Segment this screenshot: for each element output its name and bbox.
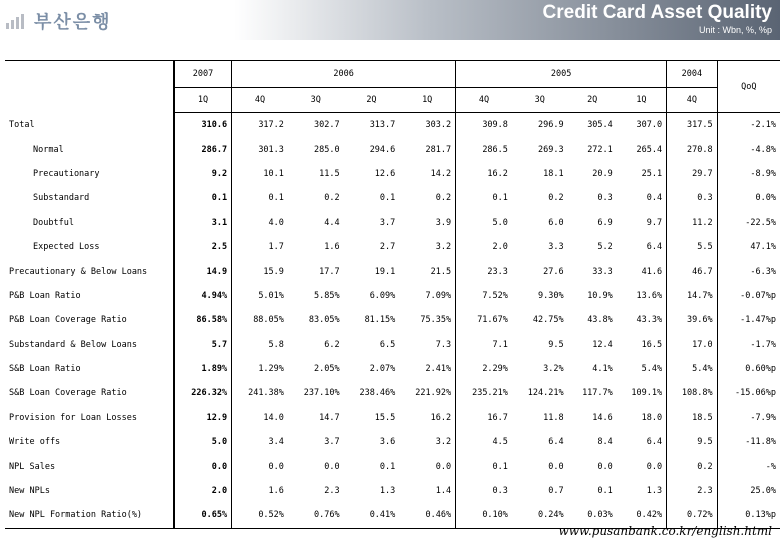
qoq-cell: -%	[717, 454, 780, 478]
qoq-cell: -6.3%	[717, 259, 780, 283]
value-cell: 6.09%	[369, 290, 396, 301]
value-cell: 1.3	[646, 486, 663, 497]
value-cell: 313.7	[369, 120, 396, 131]
bank-logo	[6, 8, 112, 34]
value-cell: 285.0	[314, 144, 340, 155]
quarter-header: 1Q	[399, 88, 455, 113]
value-cell: 2.3	[667, 479, 717, 503]
value-cell: 1.29%	[232, 357, 288, 381]
value-cell: 0.0	[548, 461, 564, 472]
value-cell: 43.3%	[636, 315, 663, 326]
row-label: S&B Loan Coverage Ratio	[9, 388, 127, 399]
value-cell: 221.92%	[415, 388, 452, 399]
qoq-cell: 25.0%	[717, 479, 780, 503]
table-body	[5, 113, 780, 529]
value-cell: 15.9	[232, 259, 288, 283]
value-cell: 11.2	[667, 211, 717, 235]
row-label: P&B Loan Coverage Ratio	[9, 315, 127, 326]
value-cell: 317.5	[667, 113, 717, 138]
table-row	[5, 137, 780, 161]
value-cell: 309.8	[456, 113, 512, 138]
quarter-header: 4Q	[456, 88, 512, 113]
quarter-header: 1Q	[617, 88, 667, 113]
table-row	[5, 454, 780, 478]
qoq-cell: -15.06%p	[717, 381, 780, 405]
value-cell: 1.3	[379, 486, 396, 497]
value-cell: 16.2	[430, 412, 452, 423]
value-cell: 0.2	[435, 193, 452, 204]
value-cell: 0.7	[548, 486, 564, 497]
value-cell: 2.29%	[456, 357, 512, 381]
value-cell: 109.1%	[631, 388, 663, 399]
qoq-cell: -1.47%p	[717, 308, 780, 332]
quarter-header: 2Q	[344, 88, 400, 113]
quarter-header: 3Q	[512, 88, 568, 113]
value-cell: 0.0	[597, 461, 613, 472]
value-cell: 5.01%	[232, 284, 288, 308]
value-cell: 16.7	[456, 406, 512, 430]
value-cell: 3.6	[379, 437, 396, 448]
value-cell: 286.7	[174, 137, 232, 161]
value-cell: 6.4	[646, 242, 663, 253]
value-cell: 0.72%	[667, 503, 717, 528]
value-cell: 86.58%	[174, 308, 232, 332]
value-cell: 4.4	[324, 217, 340, 228]
value-cell: 6.9	[597, 217, 613, 228]
value-cell: 12.4	[592, 339, 613, 350]
row-label: P&B Loan Ratio	[9, 290, 81, 301]
value-cell: 5.7	[174, 333, 232, 357]
row-label: Doubtful	[33, 217, 74, 228]
row-label: Substandard	[33, 193, 90, 204]
value-cell: 5.85%	[314, 290, 340, 301]
value-cell: 3.9	[435, 217, 452, 228]
value-cell: 6.0	[548, 217, 564, 228]
value-cell: 0.0	[232, 454, 288, 478]
value-cell: 0.03%	[568, 503, 617, 528]
value-cell: 2.05%	[314, 364, 340, 375]
table-row	[5, 235, 780, 259]
value-cell: 265.4	[636, 144, 663, 155]
value-cell: 0.0	[646, 461, 663, 472]
value-cell: 41.6	[641, 266, 663, 277]
value-cell: 0.52%	[232, 503, 288, 528]
value-cell: 0.1	[379, 461, 396, 472]
value-cell: 0.3	[597, 193, 613, 204]
value-cell: 2.07%	[369, 364, 396, 375]
value-cell: 14.7	[319, 412, 340, 423]
value-cell: 0.1	[597, 486, 613, 497]
value-cell: 0.0	[435, 461, 452, 472]
value-cell: 6.4	[548, 437, 564, 448]
value-cell: 18.1	[543, 168, 564, 179]
value-cell: 0.65%	[174, 503, 232, 528]
value-cell: 2.0	[174, 479, 232, 503]
value-cell: 2.5	[174, 235, 232, 259]
row-label: S&B Loan Ratio	[9, 364, 81, 375]
value-cell: 0.0	[324, 461, 340, 472]
value-cell: 4.94%	[174, 284, 232, 308]
value-cell: 4.1%	[592, 364, 613, 375]
footer-url: www.pusanbank.co.kr/english.html	[558, 524, 772, 538]
value-cell: 117.7%	[582, 388, 613, 399]
value-cell: 6.5	[379, 339, 396, 350]
value-cell: 14.0	[232, 406, 288, 430]
value-cell: 81.15%	[364, 315, 396, 326]
value-cell: 5.8	[232, 333, 288, 357]
value-cell: 2.41%	[425, 364, 452, 375]
value-cell: 0.1	[456, 186, 512, 210]
row-label: Total	[9, 119, 35, 130]
quarter-header: 4Q	[667, 88, 717, 113]
value-cell: 270.8	[667, 137, 717, 161]
value-cell: 10.9%	[587, 290, 613, 301]
year-header-row	[5, 61, 780, 88]
value-cell: 238.46%	[359, 388, 396, 399]
value-cell: 20.9	[592, 168, 613, 179]
value-cell: 1.4	[435, 486, 452, 497]
value-cell: 0.10%	[456, 503, 512, 528]
value-cell: 83.05%	[308, 315, 340, 326]
label-header	[5, 61, 174, 113]
year-2004: 2004	[667, 61, 717, 88]
value-cell: 226.32%	[174, 381, 232, 405]
row-label: Substandard & Below Loans	[9, 339, 137, 350]
value-cell: 108.8%	[667, 381, 717, 405]
value-cell: 25.1	[641, 168, 663, 179]
qoq-cell: 0.60%p	[717, 357, 780, 381]
value-cell: 305.4	[587, 120, 613, 131]
value-cell: 1.6	[324, 242, 340, 253]
value-cell: 7.09%	[425, 290, 452, 301]
logo-text: 부산은행	[34, 12, 112, 33]
value-cell: 14.2	[430, 168, 452, 179]
table-row	[5, 333, 780, 357]
value-cell: 0.1	[232, 186, 288, 210]
value-cell: 3.1	[174, 211, 232, 235]
value-cell: 17.7	[319, 266, 340, 277]
value-cell: 0.2	[667, 454, 717, 478]
value-cell: 281.7	[425, 144, 452, 155]
value-cell: 0.2	[324, 193, 340, 204]
qoq-cell: -4.8%	[717, 137, 780, 161]
table-row	[5, 357, 780, 381]
value-cell: 4.5	[456, 430, 512, 454]
value-cell: 5.4%	[641, 364, 663, 375]
value-cell: 302.7	[314, 120, 340, 131]
table-row	[5, 308, 780, 332]
qoq-cell: -2.1%	[717, 113, 780, 138]
value-cell: 0.1	[379, 193, 396, 204]
quarter-header: 3Q	[288, 88, 344, 113]
value-cell: 14.6	[592, 412, 613, 423]
value-cell: 3.2	[435, 242, 452, 253]
row-label: Normal	[33, 144, 64, 155]
value-cell: 3.2	[435, 437, 452, 448]
value-cell: 17.0	[667, 333, 717, 357]
value-cell: 42.75%	[532, 315, 564, 326]
value-cell: 11.5	[319, 168, 340, 179]
value-cell: 14.7%	[667, 284, 717, 308]
value-cell: 43.8%	[587, 315, 613, 326]
value-cell: 46.7	[667, 259, 717, 283]
value-cell: 2.7	[379, 242, 396, 253]
value-cell: 23.3	[456, 259, 512, 283]
value-cell: 3.3	[548, 242, 564, 253]
row-label: Precautionary	[33, 168, 100, 179]
quarter-header: 4Q	[232, 88, 288, 113]
value-cell: 301.3	[232, 137, 288, 161]
value-cell: 303.2	[425, 120, 452, 131]
value-cell: 29.7	[667, 162, 717, 186]
value-cell: 3.7	[324, 437, 340, 448]
value-cell: 1.6	[232, 479, 288, 503]
value-cell: 5.5	[667, 235, 717, 259]
table-row	[5, 381, 780, 405]
year-2005: 2005	[456, 61, 667, 88]
value-cell: 1.89%	[174, 357, 232, 381]
quarter-header: 2Q	[568, 88, 617, 113]
year-2006: 2006	[232, 61, 456, 88]
value-cell: 0.41%	[344, 503, 400, 528]
value-cell: 0.1	[174, 186, 232, 210]
value-cell: 286.5	[456, 137, 512, 161]
value-cell: 13.6%	[636, 290, 663, 301]
quarter-header: 1Q	[174, 88, 232, 113]
value-cell: 15.5	[374, 412, 396, 423]
value-cell: 1.7	[232, 235, 288, 259]
table-row	[5, 113, 780, 138]
table-row	[5, 211, 780, 235]
value-cell: 5.2	[597, 242, 613, 253]
value-cell: 3.4	[232, 430, 288, 454]
value-cell: 0.1	[456, 454, 512, 478]
value-cell: 241.38%	[232, 381, 288, 405]
value-cell: 12.6	[374, 168, 396, 179]
value-cell: 16.5	[641, 339, 663, 350]
asset-quality-table	[5, 60, 780, 529]
value-cell: 307.0	[636, 120, 663, 131]
qoq-cell: -11.8%	[717, 430, 780, 454]
value-cell: 5.0	[174, 430, 232, 454]
value-cell: 294.6	[369, 144, 396, 155]
value-cell: 0.0	[174, 454, 232, 478]
value-cell: 39.6%	[667, 308, 717, 332]
value-cell: 296.9	[538, 120, 564, 131]
table-row	[5, 406, 780, 430]
page-title: Credit Card Asset Quality	[542, 2, 772, 23]
table-row	[5, 186, 780, 210]
value-cell: 9.5	[548, 339, 564, 350]
row-label: NPL Sales	[9, 461, 56, 472]
value-cell: 8.4	[597, 437, 613, 448]
value-cell: 9.5	[667, 430, 717, 454]
year-2007: 2007	[174, 61, 232, 88]
table-row	[5, 259, 780, 283]
value-cell: 0.4	[646, 193, 663, 204]
qoq-cell: 0.13%p	[717, 503, 780, 528]
qoq-header: QoQ	[717, 61, 780, 113]
row-label: New NPL Formation Ratio(%)	[5, 503, 174, 528]
value-cell: 19.1	[374, 266, 396, 277]
table-row	[5, 430, 780, 454]
qoq-cell: -7.9%	[717, 406, 780, 430]
value-cell: 33.3	[592, 266, 613, 277]
value-cell: 12.9	[174, 406, 232, 430]
value-cell: 3.2%	[543, 364, 564, 375]
value-cell: 75.35%	[420, 315, 452, 326]
value-cell: 7.3	[435, 339, 452, 350]
value-cell: 272.1	[587, 144, 613, 155]
value-cell: 0.2	[548, 193, 564, 204]
qoq-cell: -22.5%	[717, 211, 780, 235]
value-cell: 5.0	[456, 211, 512, 235]
value-cell: 11.8	[543, 412, 564, 423]
qoq-cell: -8.9%	[717, 162, 780, 186]
table-row	[5, 284, 780, 308]
value-cell: 269.3	[538, 144, 564, 155]
row-label: Expected Loss	[33, 242, 100, 253]
value-cell: 4.0	[232, 211, 288, 235]
value-cell: 6.4	[646, 437, 663, 448]
value-cell: 3.7	[379, 217, 396, 228]
table-row	[5, 162, 780, 186]
qoq-cell: 0.0%	[717, 186, 780, 210]
value-cell: 18.5	[667, 406, 717, 430]
row-label: Write offs	[9, 437, 61, 448]
value-cell: 9.30%	[538, 290, 564, 301]
value-cell: 18.0	[641, 412, 663, 423]
value-cell: 0.3	[456, 479, 512, 503]
row-label: New NPLs	[9, 486, 50, 497]
value-cell: 21.5	[430, 266, 452, 277]
value-cell: 16.2	[456, 162, 512, 186]
unit-note: Unit : Wbn, %, %p	[698, 25, 772, 35]
qoq-cell: -0.07%p	[717, 284, 780, 308]
row-label: Precautionary & Below Loans	[9, 266, 148, 277]
header-banner	[0, 0, 780, 40]
value-cell: 27.6	[543, 266, 564, 277]
value-cell: 2.0	[456, 235, 512, 259]
value-cell: 9.7	[646, 217, 663, 228]
value-cell: 0.3	[667, 186, 717, 210]
value-cell: 71.67%	[456, 308, 512, 332]
table-row	[5, 479, 780, 503]
value-cell: 0.46%	[399, 503, 455, 528]
value-cell: 235.21%	[456, 381, 512, 405]
value-cell: 7.1	[456, 333, 512, 357]
value-cell: 310.6	[174, 113, 232, 138]
value-cell: 7.52%	[456, 284, 512, 308]
value-cell: 6.2	[324, 339, 340, 350]
value-cell: 0.24%	[512, 503, 568, 528]
value-cell: 5.4%	[667, 357, 717, 381]
qoq-cell: 47.1%	[717, 235, 780, 259]
value-cell: 14.9	[174, 259, 232, 283]
row-label: Provision for Loan Losses	[9, 412, 137, 423]
value-cell: 317.2	[232, 113, 288, 138]
logo-bars-icon	[6, 13, 28, 29]
value-cell: 88.05%	[232, 308, 288, 332]
value-cell: 237.10%	[303, 388, 340, 399]
value-cell: 10.1	[232, 162, 288, 186]
qoq-cell: -1.7%	[717, 333, 780, 357]
value-cell: 2.3	[324, 486, 340, 497]
value-cell: 0.76%	[288, 503, 344, 528]
value-cell: 124.21%	[527, 388, 564, 399]
value-cell: 0.42%	[617, 503, 667, 528]
value-cell: 9.2	[174, 162, 232, 186]
